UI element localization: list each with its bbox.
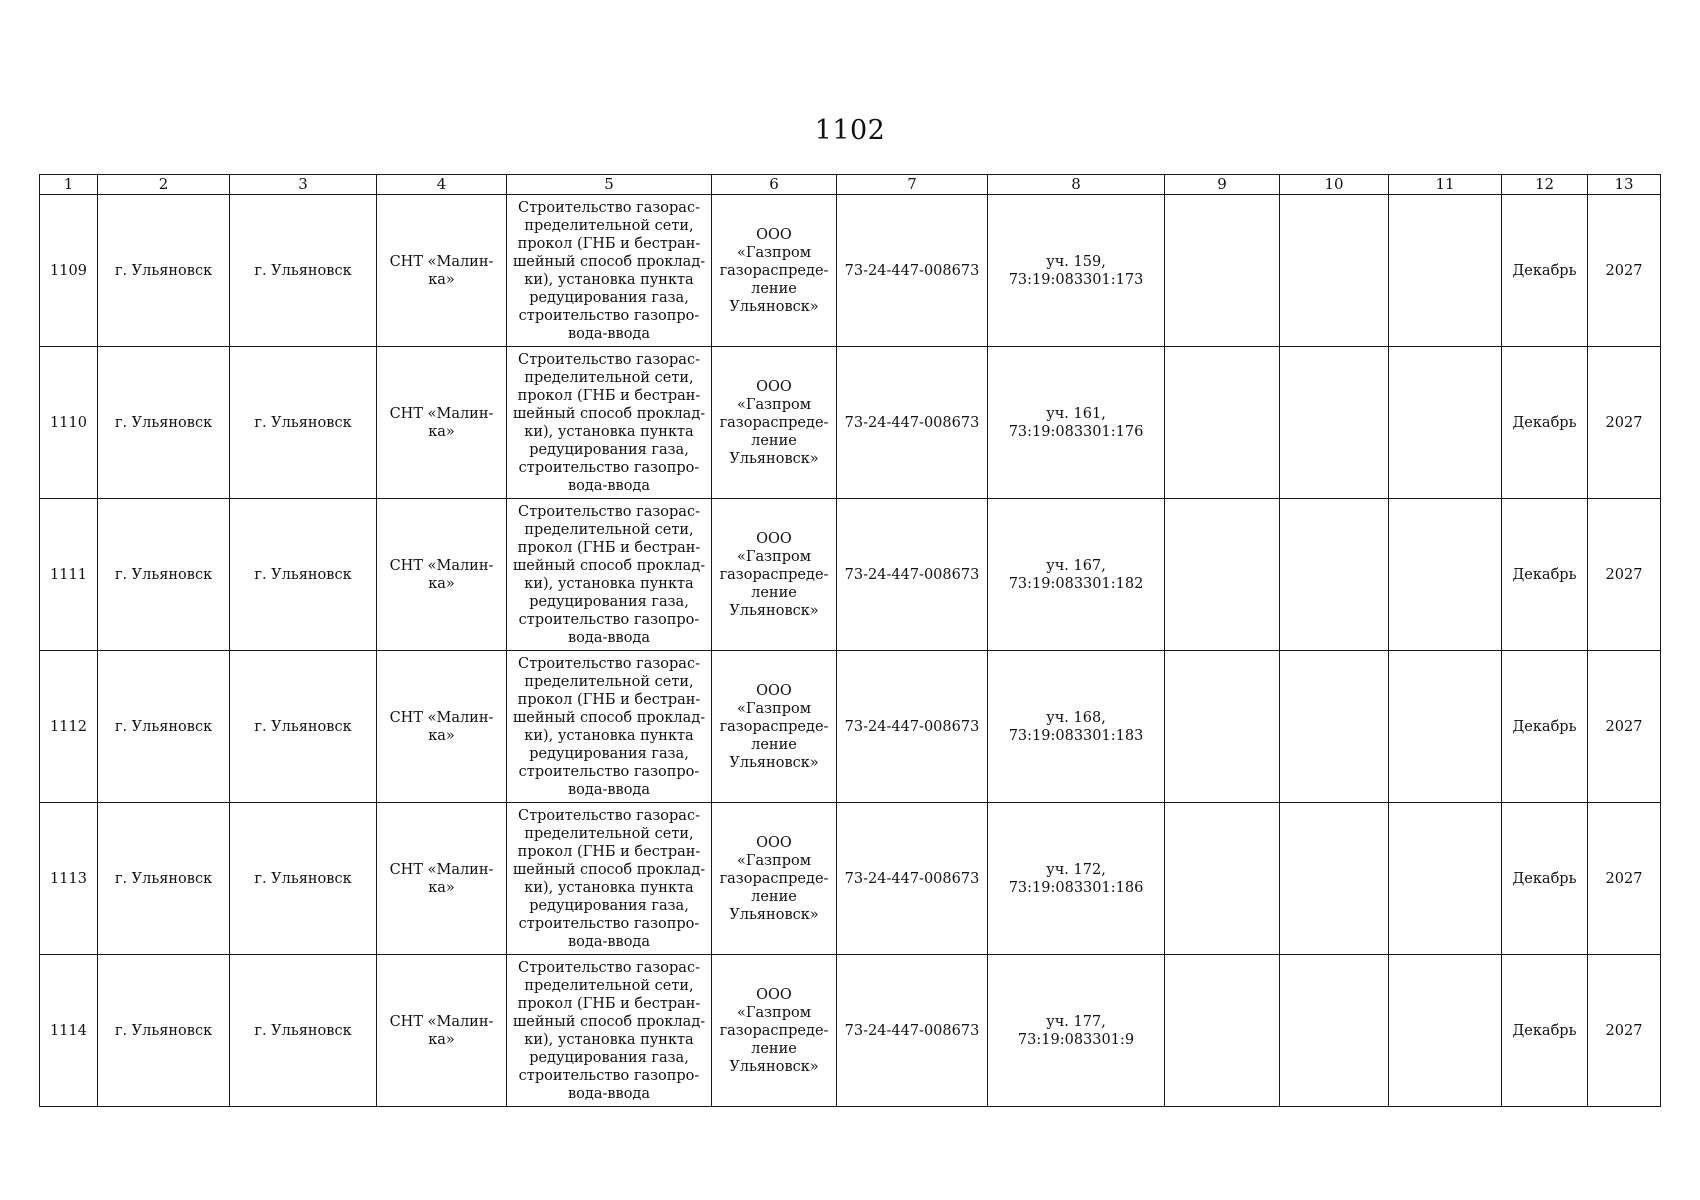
- cell-text-line: ка»: [428, 575, 455, 592]
- municipality-cell: г. Ульяновск: [98, 499, 230, 651]
- column-11-cell: [1389, 195, 1502, 347]
- year-cell: 2027: [1588, 955, 1661, 1107]
- month-cell: Декабрь: [1502, 195, 1588, 347]
- cell-text-line: «Газпром: [737, 244, 811, 261]
- settlement-cell: г. Ульяновск: [230, 195, 377, 347]
- cell-text-line: СНТ «Малин-: [389, 557, 494, 574]
- cadastral-plot-cell: [988, 347, 1165, 499]
- cell-text-line: редуцирования газа,: [529, 897, 689, 914]
- cell-text-line: Ульяновск»: [729, 1058, 819, 1075]
- works-description-cell: [507, 499, 712, 651]
- cell-text-line: строительство газопро-: [518, 459, 700, 476]
- row-number-cell: 1113: [40, 803, 98, 955]
- program-code-cell: 73-24-447-008673: [837, 499, 988, 651]
- works-description-cell: [507, 651, 712, 803]
- cell-text-line: прокол (ГНБ и бестран-: [517, 995, 701, 1012]
- cell-text-line: ки), установка пункта: [524, 879, 694, 896]
- cell-text-line: уч. 177,: [1046, 1013, 1106, 1030]
- settlement-cell: г. Ульяновск: [230, 803, 377, 955]
- cell-text-line: Ульяновск»: [729, 450, 819, 467]
- column-header: 8: [988, 175, 1165, 195]
- cell-text-line: ка»: [428, 1031, 455, 1048]
- program-code-cell: 73-24-447-008673: [837, 195, 988, 347]
- cell-text-line: ка»: [428, 271, 455, 288]
- column-header: 12: [1502, 175, 1588, 195]
- cell-text-line: ление: [751, 1040, 797, 1057]
- cell-text-line: уч. 167,: [1046, 557, 1106, 574]
- row-number-cell: 1111: [40, 499, 98, 651]
- cell-text-line: газораспреде-: [719, 414, 829, 431]
- location-cell: [377, 499, 507, 651]
- location-cell: [377, 955, 507, 1107]
- cell-text-line: редуцирования газа,: [529, 441, 689, 458]
- municipality-cell: г. Ульяновск: [98, 803, 230, 955]
- program-code-cell: 73-24-447-008673: [837, 347, 988, 499]
- cell-text-line: строительство газопро-: [518, 307, 700, 324]
- cell-text-line: 73:19:083301:186: [1008, 879, 1144, 896]
- works-description-cell: [507, 195, 712, 347]
- cell-text-line: прокол (ГНБ и бестран-: [517, 843, 701, 860]
- location-cell: [377, 803, 507, 955]
- column-number-row: [40, 175, 1661, 195]
- cadastral-plot-cell: [988, 955, 1165, 1107]
- cell-text-line: ООО: [756, 530, 792, 547]
- register-table: [39, 174, 1661, 1107]
- cell-text-line: ка»: [428, 879, 455, 896]
- column-header: 10: [1280, 175, 1389, 195]
- cell-text-line: шейный способ проклад-: [512, 861, 706, 878]
- cell-text-line: 73:19:083301:176: [1008, 423, 1144, 440]
- organization-cell: [712, 195, 837, 347]
- cadastral-plot-cell: [988, 499, 1165, 651]
- cell-text-line: ки), установка пункта: [524, 575, 694, 592]
- cell-text-line: строительство газопро-: [518, 611, 700, 628]
- cell-text-line: «Газпром: [737, 852, 811, 869]
- location-cell: [377, 651, 507, 803]
- cell-text-line: Строительство газорас-: [518, 959, 700, 976]
- cell-text-line: СНТ «Малин-: [389, 405, 494, 422]
- cell-text-line: ление: [751, 736, 797, 753]
- location-cell: [377, 347, 507, 499]
- cell-text-line: ление: [751, 280, 797, 297]
- cell-text-line: ки), установка пункта: [524, 1031, 694, 1048]
- cell-text-line: уч. 168,: [1046, 709, 1106, 726]
- cell-text-line: вода-ввода: [568, 781, 650, 798]
- year-cell: 2027: [1588, 195, 1661, 347]
- cell-text-line: ление: [751, 584, 797, 601]
- cell-text-line: уч. 161,: [1046, 405, 1106, 422]
- cell-text-line: ООО: [756, 378, 792, 395]
- column-10-cell: [1280, 803, 1389, 955]
- organization-cell: [712, 803, 837, 955]
- cell-text-line: Ульяновск»: [729, 298, 819, 315]
- municipality-cell: г. Ульяновск: [98, 955, 230, 1107]
- table-row: [40, 347, 1661, 499]
- cell-text-line: 73:19:083301:183: [1008, 727, 1144, 744]
- organization-cell: [712, 651, 837, 803]
- cell-text-line: ление: [751, 432, 797, 449]
- cell-text-line: редуцирования газа,: [529, 1049, 689, 1066]
- column-11-cell: [1389, 499, 1502, 651]
- column-header: 11: [1389, 175, 1502, 195]
- column-10-cell: [1280, 499, 1389, 651]
- column-header: 3: [230, 175, 377, 195]
- cadastral-plot-cell: [988, 195, 1165, 347]
- cell-text-line: вода-ввода: [568, 933, 650, 950]
- cell-text-line: Ульяновск»: [729, 602, 819, 619]
- column-header: 2: [98, 175, 230, 195]
- page-number: 1102: [814, 115, 886, 146]
- cell-text-line: «Газпром: [737, 700, 811, 717]
- cell-text-line: Строительство газорас-: [518, 655, 700, 672]
- cell-text-line: газораспреде-: [719, 870, 829, 887]
- table-body: [40, 195, 1661, 1107]
- column-11-cell: [1389, 955, 1502, 1107]
- cell-text-line: пределительной сети,: [524, 673, 694, 690]
- works-description-cell: [507, 347, 712, 499]
- cell-text-line: пределительной сети,: [524, 521, 694, 538]
- cell-text-line: СНТ «Малин-: [389, 709, 494, 726]
- cell-text-line: «Газпром: [737, 1004, 811, 1021]
- cell-text-line: ки), установка пункта: [524, 727, 694, 744]
- cell-text-line: строительство газопро-: [518, 1067, 700, 1084]
- cell-text-line: вода-ввода: [568, 325, 650, 342]
- municipality-cell: г. Ульяновск: [98, 651, 230, 803]
- cell-text-line: вода-ввода: [568, 1085, 650, 1102]
- settlement-cell: г. Ульяновск: [230, 955, 377, 1107]
- cell-text-line: прокол (ГНБ и бестран-: [517, 235, 701, 252]
- program-code-cell: 73-24-447-008673: [837, 651, 988, 803]
- cell-text-line: вода-ввода: [568, 629, 650, 646]
- cell-text-line: редуцирования газа,: [529, 593, 689, 610]
- cell-text-line: уч. 159,: [1046, 253, 1106, 270]
- cell-text-line: газораспреде-: [719, 718, 829, 735]
- month-cell: Декабрь: [1502, 651, 1588, 803]
- cell-text-line: вода-ввода: [568, 477, 650, 494]
- cell-text-line: «Газпром: [737, 396, 811, 413]
- month-cell: Декабрь: [1502, 499, 1588, 651]
- column-11-cell: [1389, 651, 1502, 803]
- organization-cell: [712, 499, 837, 651]
- cell-text-line: прокол (ГНБ и бестран-: [517, 691, 701, 708]
- organization-cell: [712, 347, 837, 499]
- column-header: 7: [837, 175, 988, 195]
- column-9-cell: [1165, 347, 1280, 499]
- works-description-cell: [507, 803, 712, 955]
- table-row: [40, 195, 1661, 347]
- column-11-cell: [1389, 347, 1502, 499]
- cell-text-line: газораспреде-: [719, 262, 829, 279]
- cell-text-line: строительство газопро-: [518, 915, 700, 932]
- cell-text-line: газораспреде-: [719, 566, 829, 583]
- settlement-cell: г. Ульяновск: [230, 347, 377, 499]
- program-code-cell: 73-24-447-008673: [837, 803, 988, 955]
- cell-text-line: прокол (ГНБ и бестран-: [517, 539, 701, 556]
- cell-text-line: ООО: [756, 226, 792, 243]
- year-cell: 2027: [1588, 803, 1661, 955]
- cell-text-line: 73:19:083301:173: [1008, 271, 1144, 288]
- municipality-cell: г. Ульяновск: [98, 195, 230, 347]
- cadastral-plot-cell: [988, 651, 1165, 803]
- cadastral-plot-cell: [988, 803, 1165, 955]
- cell-text-line: ООО: [756, 986, 792, 1003]
- row-number-cell: 1114: [40, 955, 98, 1107]
- cell-text-line: Строительство газорас-: [518, 351, 700, 368]
- year-cell: 2027: [1588, 651, 1661, 803]
- column-10-cell: [1280, 955, 1389, 1107]
- column-10-cell: [1280, 651, 1389, 803]
- column-9-cell: [1165, 499, 1280, 651]
- year-cell: 2027: [1588, 499, 1661, 651]
- organization-cell: [712, 955, 837, 1107]
- cell-text-line: ка»: [428, 727, 455, 744]
- column-10-cell: [1280, 195, 1389, 347]
- column-header: 13: [1588, 175, 1661, 195]
- column-header: 4: [377, 175, 507, 195]
- column-9-cell: [1165, 195, 1280, 347]
- cell-text-line: шейный способ проклад-: [512, 405, 706, 422]
- location-cell: [377, 195, 507, 347]
- year-cell: 2027: [1588, 347, 1661, 499]
- cell-text-line: шейный способ проклад-: [512, 709, 706, 726]
- cell-text-line: Ульяновск»: [729, 754, 819, 771]
- cell-text-line: редуцирования газа,: [529, 745, 689, 762]
- cell-text-line: редуцирования газа,: [529, 289, 689, 306]
- settlement-cell: г. Ульяновск: [230, 651, 377, 803]
- table-row: [40, 651, 1661, 803]
- column-header: 6: [712, 175, 837, 195]
- cell-text-line: шейный способ проклад-: [512, 253, 706, 270]
- cell-text-line: прокол (ГНБ и бестран-: [517, 387, 701, 404]
- row-number-cell: 1109: [40, 195, 98, 347]
- municipality-cell: г. Ульяновск: [98, 347, 230, 499]
- works-description-cell: [507, 955, 712, 1107]
- table-row: [40, 499, 1661, 651]
- cell-text-line: «Газпром: [737, 548, 811, 565]
- cell-text-line: газораспреде-: [719, 1022, 829, 1039]
- cell-text-line: строительство газопро-: [518, 763, 700, 780]
- cell-text-line: Строительство газорас-: [518, 199, 700, 216]
- cell-text-line: ООО: [756, 834, 792, 851]
- cell-text-line: пределительной сети,: [524, 825, 694, 842]
- month-cell: Декабрь: [1502, 955, 1588, 1107]
- program-code-cell: 73-24-447-008673: [837, 955, 988, 1107]
- column-11-cell: [1389, 803, 1502, 955]
- column-header: 5: [507, 175, 712, 195]
- column-header: 9: [1165, 175, 1280, 195]
- cell-text-line: СНТ «Малин-: [389, 861, 494, 878]
- cell-text-line: 73:19:083301:182: [1008, 575, 1144, 592]
- row-number-cell: 1112: [40, 651, 98, 803]
- cell-text-line: СНТ «Малин-: [389, 253, 494, 270]
- cell-text-line: ки), установка пункта: [524, 271, 694, 288]
- cell-text-line: шейный способ проклад-: [512, 557, 706, 574]
- cell-text-line: ки), установка пункта: [524, 423, 694, 440]
- cell-text-line: Ульяновск»: [729, 906, 819, 923]
- cell-text-line: пределительной сети,: [524, 217, 694, 234]
- column-header: 1: [40, 175, 98, 195]
- column-10-cell: [1280, 347, 1389, 499]
- cell-text-line: Строительство газорас-: [518, 503, 700, 520]
- cell-text-line: пределительной сети,: [524, 977, 694, 994]
- column-9-cell: [1165, 651, 1280, 803]
- cell-text-line: 73:19:083301:9: [1017, 1031, 1135, 1048]
- month-cell: Декабрь: [1502, 803, 1588, 955]
- table-row: [40, 803, 1661, 955]
- cell-text-line: ООО: [756, 682, 792, 699]
- settlement-cell: г. Ульяновск: [230, 499, 377, 651]
- row-number-cell: 1110: [40, 347, 98, 499]
- cell-text-line: ка»: [428, 423, 455, 440]
- cell-text-line: уч. 172,: [1046, 861, 1106, 878]
- column-9-cell: [1165, 803, 1280, 955]
- cell-text-line: СНТ «Малин-: [389, 1013, 494, 1030]
- cell-text-line: Строительство газорас-: [518, 807, 700, 824]
- cell-text-line: шейный способ проклад-: [512, 1013, 706, 1030]
- table-row: [40, 955, 1661, 1107]
- cell-text-line: пределительной сети,: [524, 369, 694, 386]
- column-9-cell: [1165, 955, 1280, 1107]
- month-cell: Декабрь: [1502, 347, 1588, 499]
- cell-text-line: ление: [751, 888, 797, 905]
